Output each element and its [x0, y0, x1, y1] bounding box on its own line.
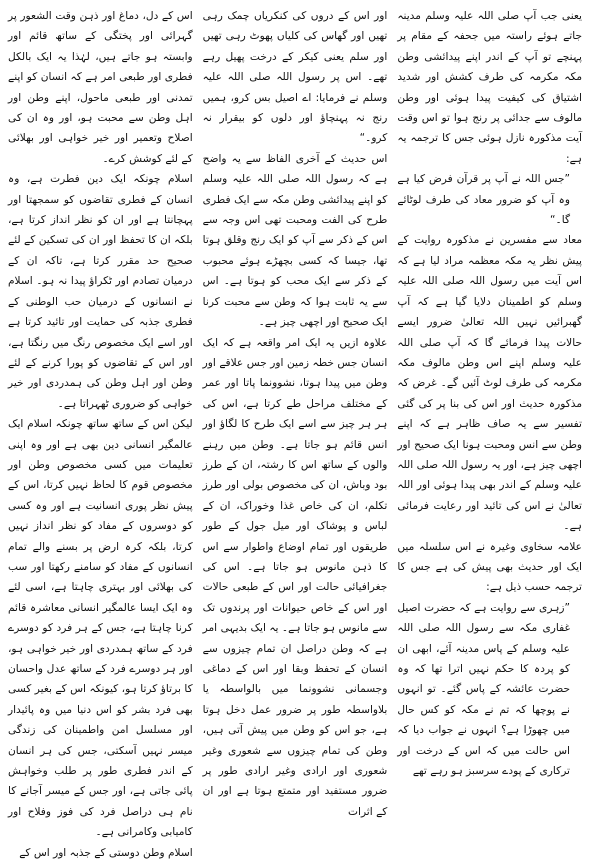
text-column-right	[397, 6, 582, 778]
paragraph: اسلام چونکہ ایک دین فطرت ہے، وہ انسان کے فطری تقاضوں کو سمجھتا اور پہچانتا ہے اور ان کو نظر انداز کرتا ہے، بلکہ ان کا تحفظ اور ان کی تسکین کے لئے صحیح حد مقرر کرتا ہے، تاکہ ان کے درمیان تصادم اور ٹکراؤ پیدا نہ ہو۔ اسلام نے انسانوں کے درمیان حب الوطنی کے فطری جذبہ کی حمایت اور تائید کرتا ہے اور اسے ایک مخصوص رنگ میں رنگتا ہے، اور اس کے تقاضوں کو پورا کرنے کے لئے وطن اور اہل وطن کی ہمدردی اور خیر خواہی کو ضروری ٹھہراتا ہے۔	[7, 173, 193, 410]
quote-paragraph: ”زہری سے روایت ہے کہ حضرت اصیل غفاری مکہ سے رسول اللہ صلی اللہ علیہ وسلم کے پاس مدینہ آئے، ابھی ان کو پردہ کا حکم نہیں اترا تھا کہ وہ حضرت عائشہ کے پاس گئے۔ تو انہوں نے پوچھا کہ تم نے مکہ کو کس حال میں چھوڑا ہے؟ انہوں نے جواب دیا کہ اس حالت میں کہ اس کے درخت اور ترکاری کے پودے سرسبز ہو رہے تھے	[397, 601, 570, 778]
paragraph: اسلام وطن دوستی کے جذبہ اور اس کے	[19, 846, 193, 859]
paragraph: لیکن اس کے ساتھ ساتھ چونکہ اسلام ایک عالمگیر انسانی دین بھی ہے اور وہ اپنی تعلیمات میں کسی مخصوص وطن اور مخصوص قوم کا لحاظ نہیں کرتا، اس کے پیش نظر پوری انسانیت ہے اور وہ کسی کو دوسروں کے مفاد کو نظر انداز نہیں کرتا، بلکہ کرہ ارض پر بسنے والے تمام انسانوں کے مفاد کو سامنے رکھتا اور سب کی بھلائی اور بہتری چاہتا ہے، اسی لئے وہ ایک ایسا عالمگیر انسانی معاشرہ قائم کرنا چاہتا ہے، جس کے ہر فرد کو دوسرے فرد کے ساتھ ہمدردی اور خیر خواہی ہو، اور ہر دوسرے فرد کے ساتھ عدل واحسان کا برتاؤ کرتا ہو، کیونکہ اس کے بغیر کسی بھی فرد بشر کو اس دنیا میں وہ پائیدار اور مسلسل امن واطمینان کی زندگی میسر نہیں آسکتی، جس کی ہر انسان کے اندر فطری طور پر طلب وخواہش پائی جاتی ہے، اور جس کے میسر آجانے کا نام ہی دراصل فرد کی فوز وفلاح اور کامیابی وکامرانی ہے۔	[7, 418, 193, 839]
paragraph: معاد سے مفسرین نے مذکورہ روایت کے پیش نظر یہ مکہ معظمہ مراد لیا ہے کہ اس آیت میں رسول اللہ صلی اللہ علیہ وسلم کو اطمینان دلایا گیا ہے کہ آپ گھبرائیں نہیں اللہ تعالیٰ ضرور ایسے حالات پیدا فرمائے گا کہ آپ صلی اللہ علیہ وسلم اپنے اس وطن مالوف مکہ مکرمہ کی طرف لوٹ آئیں گے۔ غرض کہ مذکورہ حدیث اور اس کی بنا پر کی گئی تفسیر سے یہ صاف ظاہر ہے کہ اپنے وطن سے انس ومحبت ہونا ایک صحیح اور اچھی چیز ہے، اور یہ رسول اللہ صلی اللہ علیہ وسلم کے اندر بھی پیدا ہوئی اور اللہ تعالیٰ نے اس کی تائید اور رعایت فرمائی ہے۔	[397, 234, 582, 533]
text-column-left	[7, 6, 193, 859]
paragraph: علامہ سخاوی وغیرہ نے اس سلسلہ میں ایک اور حدیث بھی پیش کی ہے جس کا ترجمہ حسب ذیل ہے:	[397, 540, 582, 594]
paragraph: علاوہ ازیں یہ ایک امر واقعہ ہے کہ ایک انسان جس خطہ زمین اور جس علاقے اور وطن میں پیدا ہوتا، نشوونما پاتا اور عمر کے مختلف مراحل طے کرتا ہے، اس کی ہر ہر چیز سے اسے ایک طرح کا لگاؤ اور انس قائم ہو جاتا ہے۔ وطن میں رہنے والوں کے ساتھ اس کا رشتہ، ان کے طرز بود وباش، ان کی مخصوص بولی اور طرز تکلم، ان کی خاص غذا وخوراک، ان کے لباس و پوشاک اور میل جول کے طور طریقوں اور تمام اوضاع واطوار سے اس کا ذہن مانوس ہو جاتا ہے۔ اس کی جغرافیائی حالت اور اس کے طبعی حالات اور اس کے خاص حیوانات اور پرندوں تک سے مانوس ہو جاتا ہے۔ یہ ایک بدیہی امر ہے کہ وطن دراصل ان تمام چیزوں سے انسان کے تحفظ وبقا اور اس کے دماغی وجسمانی نشوونما میں بالواسطہ یا بلاواسطہ طور پر ضرور عمل دخل ہوتا ہے، جو اس کو وطن میں پیش آتی ہیں، وطن کی تمام چیزوں سے شعوری وغیر شعوری اور ارادی وغیر ارادی طور پر ضرور مستفید اور متمتع ہوتا ہے اور ان کے اثرات	[202, 336, 388, 818]
paragraph: اور اس کے دروں کی کنکریاں چمک رہی تھیں اور گھاس کی کلیاں پھوٹ رہی تھیں اور سلم یعنی کیکر کے درخت پھیل رہے تھے۔ اس پر رسول اللہ صلی اللہ علیہ وسلم نے فرمایا: اے اصیل بس کرو، ہمیں رنج نہ پہنچاؤ اور دلوں کو بیقرار نہ کرو۔“	[202, 10, 388, 145]
quote-paragraph: ”جس اللہ نے آپ پر قرآن فرض کیا ہے وہ آپ کو ضرور معاد کی طرف لوٹائے گا۔“	[397, 173, 570, 227]
paragraph: یعنی جب آپ صلی اللہ علیہ وسلم مدینہ جاتے ہوئے راستہ میں جحفہ کے مقام پر پہنچے تو آپ کے اندر اپنے پیدائشی وطن مکہ مکرمہ کی طرف کشش اور شدید اشتیاق کی کیفیت پیدا ہوئی اور وطن مالوف سے جدائی پر رنج ہوا تو اس وقت آیت مذکورہ نازل ہوئی جس کا ترجمہ یہ ہے:	[397, 10, 582, 165]
paragraph: اس حدیث کے آخری الفاظ سے یہ واضح ہے کہ رسول اللہ صلی اللہ علیہ وسلم کو اپنے پیدائشی وطن مکہ سے ایک فطری طرح کی الفت ومحبت تھی اس وجہ سے اس کے ذکر سے آپ کو ایک رنج وقلق ہوتا تھا، جیسا کہ کسی بچھڑے ہوئے محبوب کے ذکر سے ایک محب کو ہوتا ہے۔ اس سے یہ ثابت ہوا کہ وطن سے محبت کرنا ایک صحیح اور اچھی چیز ہے۔	[202, 152, 388, 329]
paragraph: اس کے دل، دماغ اور ذہن وقت الشعور پر گہرائی اور پختگی کے ساتھ قائم اور وابستہ ہو جاتے ہیں، لہٰذا یہ ایک بالکل فطری اور طبعی امر ہے کہ انسان کو اپنے تمدنی اور طبعی ماحول، اپنے وطن اور اہل وطن سے محبت ہو، اور وہ ان کی اصلاح وتعمیر اور خیر خواہی اور بھلائی کے لئے کوشش کرے۔	[7, 10, 193, 165]
text-column-middle	[202, 6, 388, 818]
